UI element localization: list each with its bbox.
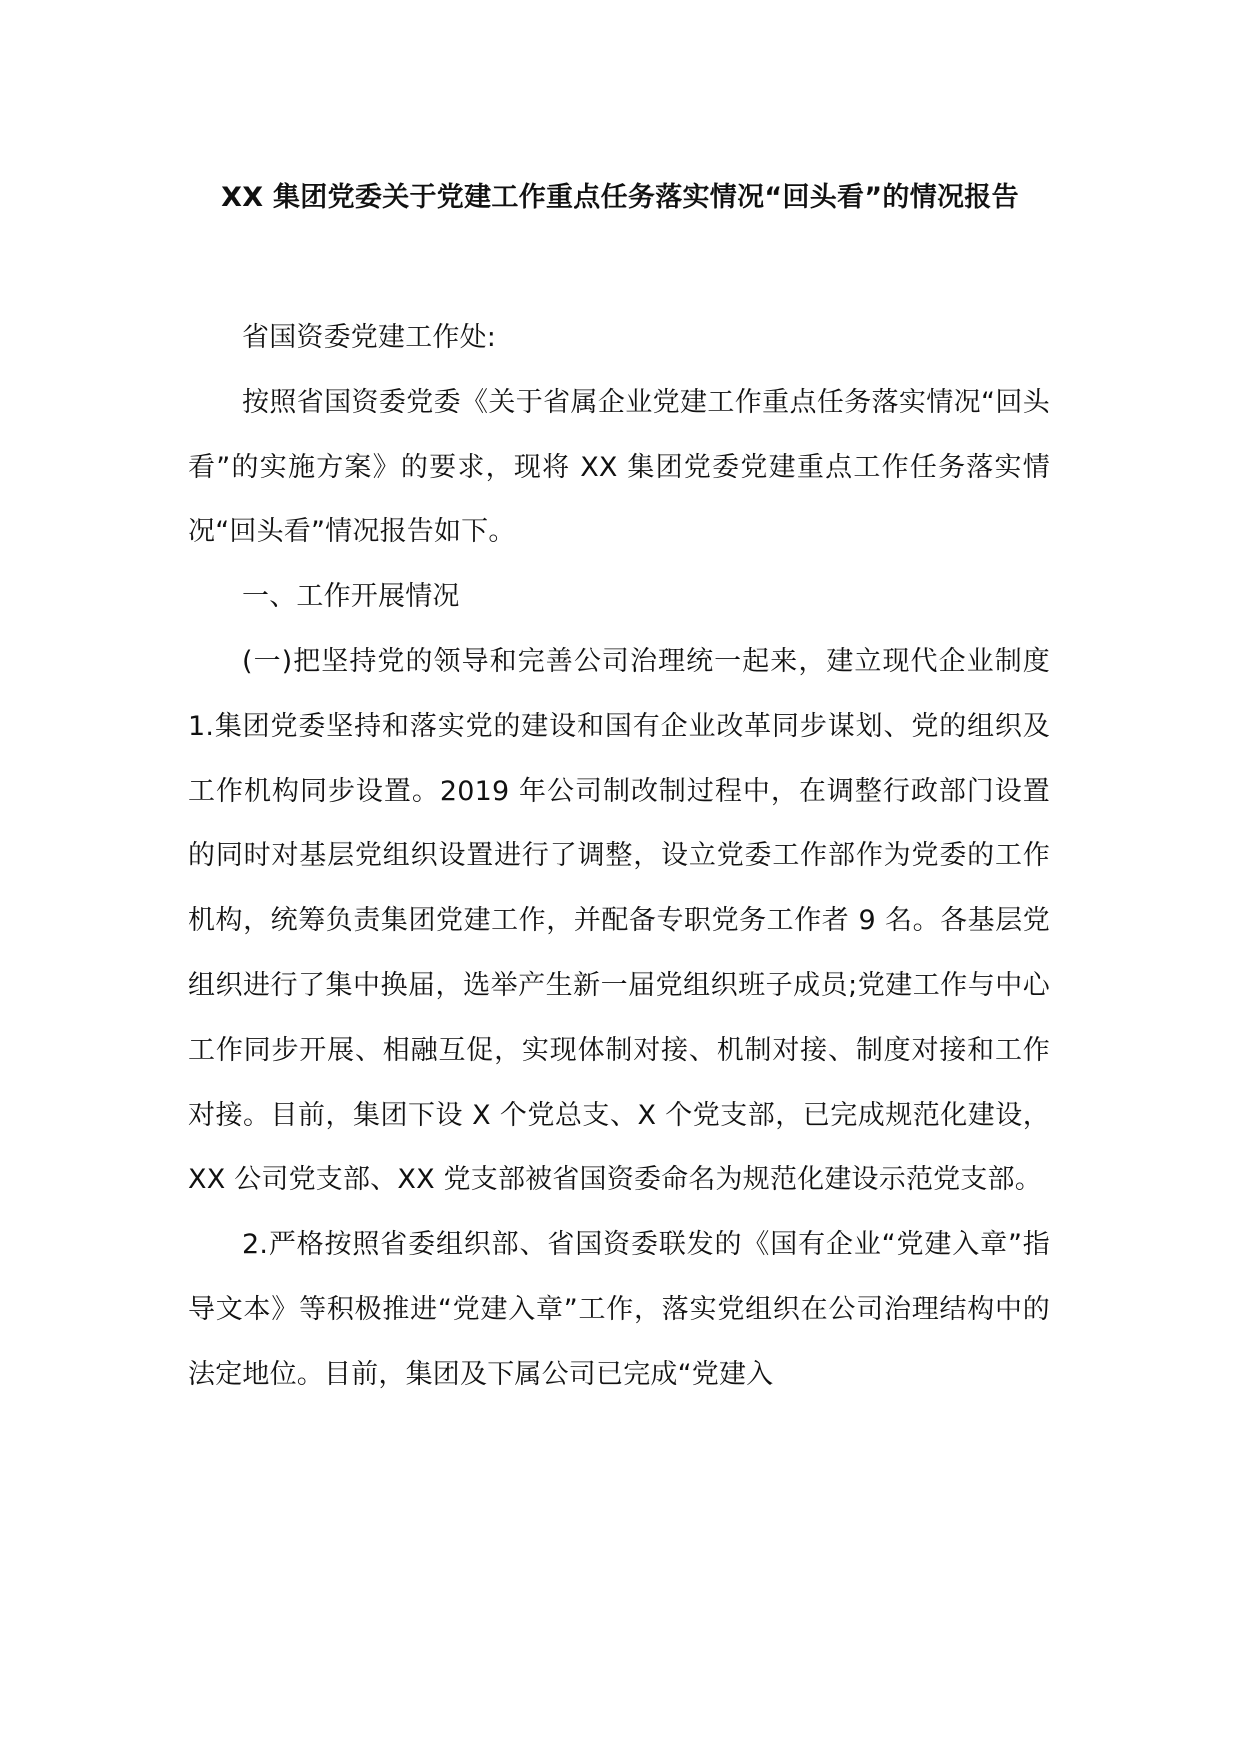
section-heading: 一、工作开展情况	[242, 581, 460, 613]
salutation: 省国资委党建工作处:	[242, 322, 497, 353]
paragraph-item-1: (一)把坚持党的领导和完善公司治理统一起来，建立现代企业制度 1.集团党委坚持和落实党的建设和国有企业改革同步谋划、党的组织及工作机构同步设置。2019 年公司制改制过程中，在调整行政部门设置的同时对基层党组织设置进行了调整，设立党委工作部作为党委的工作机构，统筹负责集团党建工作，并配备专职党务工作者 9 名。各基层党组织进行了集中换届，选举产生新一届党组织班子成员;党建工作与中心工作同步开展、相融互促，实现体制对接、机制对接、制度对接和工作对接。目前，集团下设 X 个党总支、X 个党支部，已完成规范化建设，XX 公司党支部、XX 党支部被省国资委命名为规范化建设示范党支部。	[188, 645, 1050, 1196]
paragraph-item-2: 2.严格按照省委组织部、省国资委联发的《国有企业“党建入章”指导文本》等积极推进“党建入章”工作，落实党组织在公司治理结构中的法定地位。目前，集团及下属公司已完成“党建入	[188, 1229, 1050, 1390]
document-title: XX 集团党委关于党建工作重点任务落实情况“回头看”的情况报告	[221, 182, 1019, 213]
document-body	[188, 306, 1050, 1408]
paragraph-intro: 按照省国资委党委《关于省属企业党建工作重点任务落实情况“回头看”的实施方案》的要求，现将 XX 集团党委党建重点工作任务落实情况“回头看”情况报告如下。	[188, 386, 1050, 548]
